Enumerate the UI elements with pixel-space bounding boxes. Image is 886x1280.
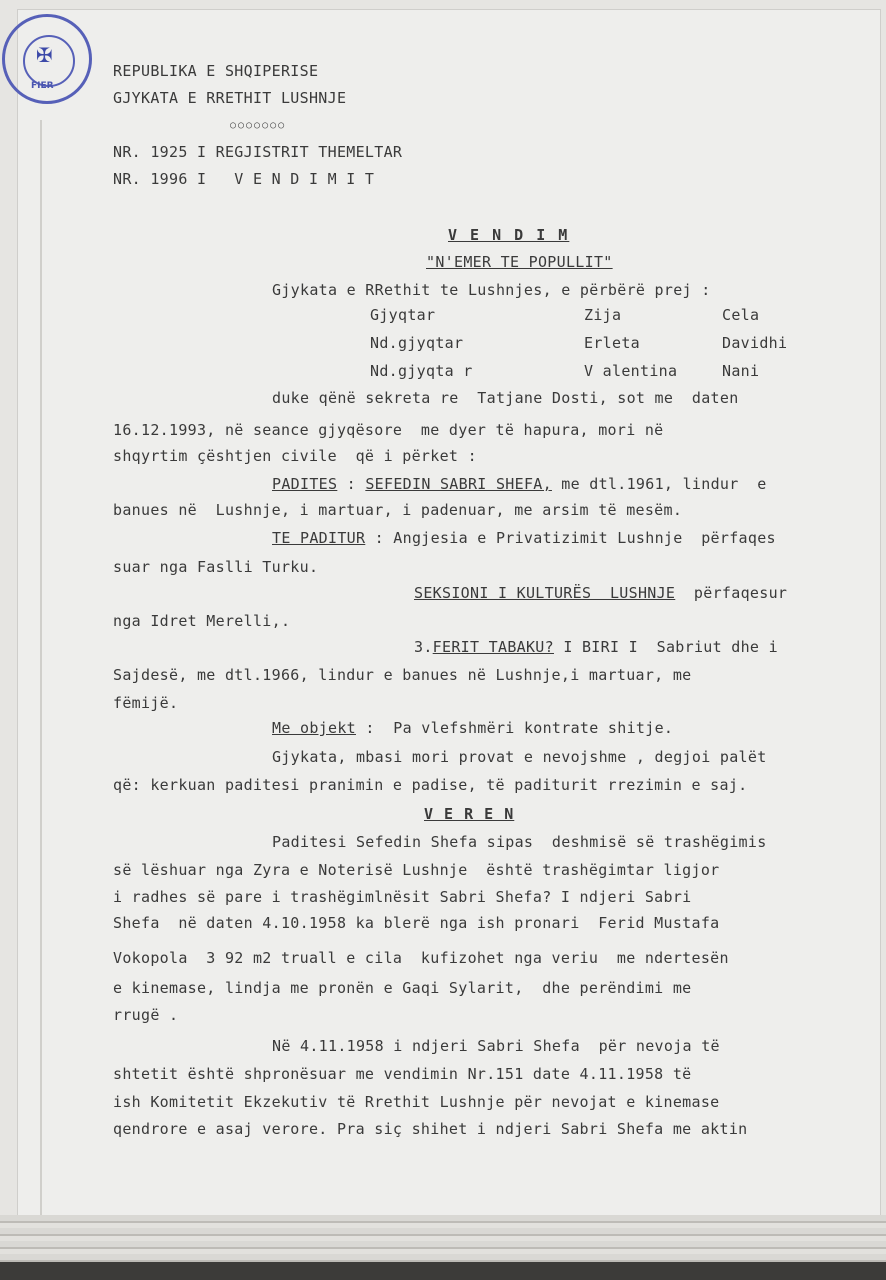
plaintiff-line: PADITES : SEFEDIN SABRI SHEFA, me dtl.1961, lindur e (272, 475, 767, 493)
header-dots: ○○○○○○○ (230, 120, 287, 131)
eagle-emblem-icon: ✠ (36, 43, 53, 67)
text-line: shqyrtim çështjen civile që i përket : (113, 447, 477, 465)
margin-line (40, 120, 42, 1220)
text-line: fëmijë. (113, 694, 179, 712)
seal-city: FIER (31, 81, 54, 91)
third-party-rest: I BIRI I Sabriut dhe i (553, 638, 778, 656)
text-line: duke qënë sekreta re Tatjane Dosti, sot me daten (272, 389, 739, 407)
member-first-name: V alentina (584, 362, 678, 380)
defendant-line (272, 529, 776, 547)
text-line: Në 4.11.1958 i ndjeri Sabri Shefa për nevoja të (272, 1037, 720, 1055)
decision-number: NR. 1996 I V E N D I M I T (113, 170, 375, 188)
text-line: suar nga Faslli Turku. (113, 558, 319, 576)
court-intro: Gjykata e RRethit te Lushnjes, e përbërë prej : (272, 281, 711, 299)
text-line: që: kerkuan paditesi pranimin e padise, të paditurit rrezimin e saj. (113, 776, 748, 794)
member-role: Nd.gjyqta r (370, 362, 473, 380)
object-text: : Pa vlefshmëri kontrate shitje. (355, 719, 674, 737)
header-republic: REPUBLIKA E SHQIPERISE (113, 62, 319, 80)
text-line: ish Komitetit Ekzekutiv të Rrethit Lushnje për nevojat e kinemase (113, 1093, 720, 1111)
text-line: Paditesi Sefedin Shefa sipas deshmisë së trashëgimis (272, 833, 767, 851)
text-line: nga Idret Merelli,. (113, 612, 291, 630)
defendant-details: : Angjesia e Privatizimit Lushnje përfaqes (365, 529, 776, 547)
member-first-name: Erleta (584, 334, 640, 352)
member-last-name: Davidhi (722, 334, 788, 352)
text-line: e kinemase, lindja me pronën e Gaqi Sylarit, dhe perëndimi me (113, 979, 692, 997)
text-line: së lëshuar nga Zyra e Noterisë Lushnje është trashëgimtar ligjor (113, 861, 720, 879)
header-court: GJYKATA E RRETHIT LUSHNJE (113, 89, 347, 107)
third-party-line (414, 638, 778, 656)
object-label: Me objekt (272, 719, 356, 737)
document-subtitle: "N'EMER TE POPULLIT" (426, 253, 613, 271)
text-line: 16.12.1993, në seance gjyqësore me dyer të hapura, mori në (113, 421, 664, 439)
text-line: banues në Lushnje, i martuar, i padenuar, me arsim të mesëm. (113, 501, 683, 519)
member-role: Gjyqtar (370, 306, 436, 324)
section-rest: përfaqesur (675, 584, 788, 602)
plaintiff-name: SEFEDIN SABRI SHEFA, (365, 475, 552, 493)
plaintiff-details: me dtl.1961, lindur e (551, 475, 767, 493)
desk-edge (0, 1262, 886, 1280)
member-first-name: Zija (584, 306, 622, 324)
section-name: SEKSIONI I KULTURËS LUSHNJE (414, 584, 676, 602)
member-last-name: Nani (722, 362, 760, 380)
text-line: rrugë . (113, 1006, 179, 1024)
third-party-name: FERIT TABAKU? (432, 638, 554, 656)
text-line: Vokopola 3 92 m2 truall e cila kufizohet nga veriu me ndertesën (113, 949, 729, 967)
section-line (414, 584, 787, 602)
text-line: shtetit është shpronësuar me vendimin Nr.151 date 4.11.1958 të (113, 1065, 692, 1083)
defendant-label: TE PADITUR (272, 529, 366, 547)
plaintiff-label: PADITES (272, 475, 338, 493)
member-role: Nd.gjyqtar (370, 334, 464, 352)
member-last-name: Cela (722, 306, 760, 324)
section-heading-veren: V E R E N (424, 805, 515, 823)
text-line: i radhes së pare i trashëgimlnësit Sabri Shefa? I ndjeri Sabri (113, 888, 692, 906)
text-line: Shefa në daten 4.10.1958 ka blerë nga ish pronari Ferid Mustafa (113, 914, 720, 932)
document-title: V E N D I M (448, 226, 570, 244)
text-line: Sajdesë, me dtl.1966, lindur e banues në Lushnje,i martuar, me (113, 666, 692, 684)
object-line (272, 719, 673, 737)
text-line: qendrore e asaj verore. Pra siç shihet i ndjeri Sabri Shefa me aktin (113, 1120, 748, 1138)
third-party-number: 3. (414, 638, 433, 656)
register-number: NR. 1925 I REGJISTRIT THEMELTAR (113, 143, 403, 161)
court-seal-stamp (2, 14, 92, 104)
text-line: Gjykata, mbasi mori provat e nevojshme , degjoi palët (272, 748, 767, 766)
